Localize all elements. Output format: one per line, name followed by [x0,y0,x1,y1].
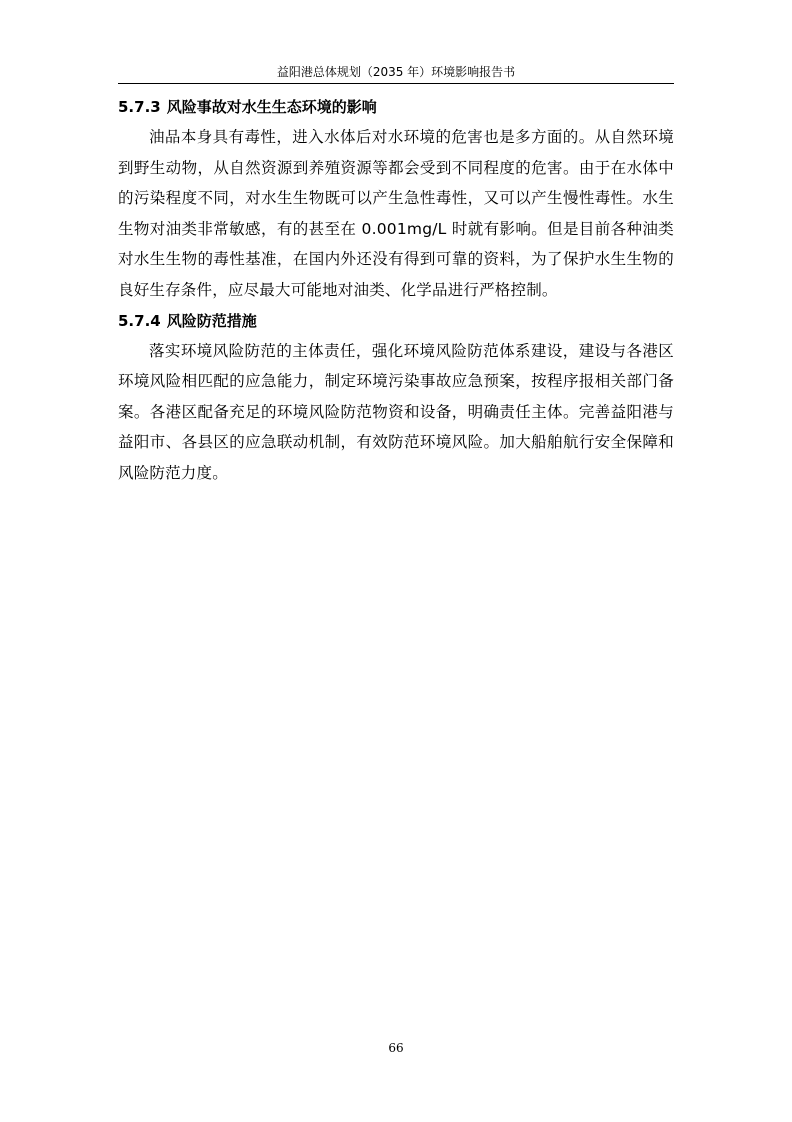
header-rule [118,83,674,84]
section-title: 风险事故对水生生态环境的影响 [166,98,377,116]
page-content [118,92,674,489]
section-title: 风险防范措施 [166,311,257,330]
section-heading [118,306,674,336]
section-number: 5.7.3 [118,98,161,116]
page-number: 66 [388,1041,404,1055]
section-paragraph: 落实环境风险防范的主体责任，强化环境风险防范体系建设，建设与各港区环境风险相匹配的应急能力，制定环境污染事故应急预案，按程序报相关部门备案。各港区配备充足的环境风险防范物资和设备，明确责任主体。完善益阳港与益阳市、各县区的应急联动机制，有效防范环境风险。加大船舶航行安全保障和风险防范力度。 [118,341,674,482]
section-5-7-3 [118,92,674,306]
section-number: 5.7.4 [118,311,161,330]
section-paragraph: 油品本身具有毒性，进入水体后对水环境的危害也是多方面的。从自然环境到野生动物，从自然资源到养殖资源等都会受到不同程度的危害。由于在水体中的污染程度不同，对水生生物既可以产生急性毒性，又可以产生慢性毒性。水生生物对油类非常敏感，有的甚至在 0.001mg/L 时就有影响。但是目前各种油类对水生生物的毒性基准，在国内外还没有得到可靠的资料，为了保护水生生物的良好生存条件，应尽最大可能地对油类、化学品进行严格控制。 [118,128,674,299]
running-header: 益阳港总体规划（2035 年）环境影响报告书 [276,65,516,79]
section-5-7-4 [118,306,674,489]
section-heading [118,92,674,122]
